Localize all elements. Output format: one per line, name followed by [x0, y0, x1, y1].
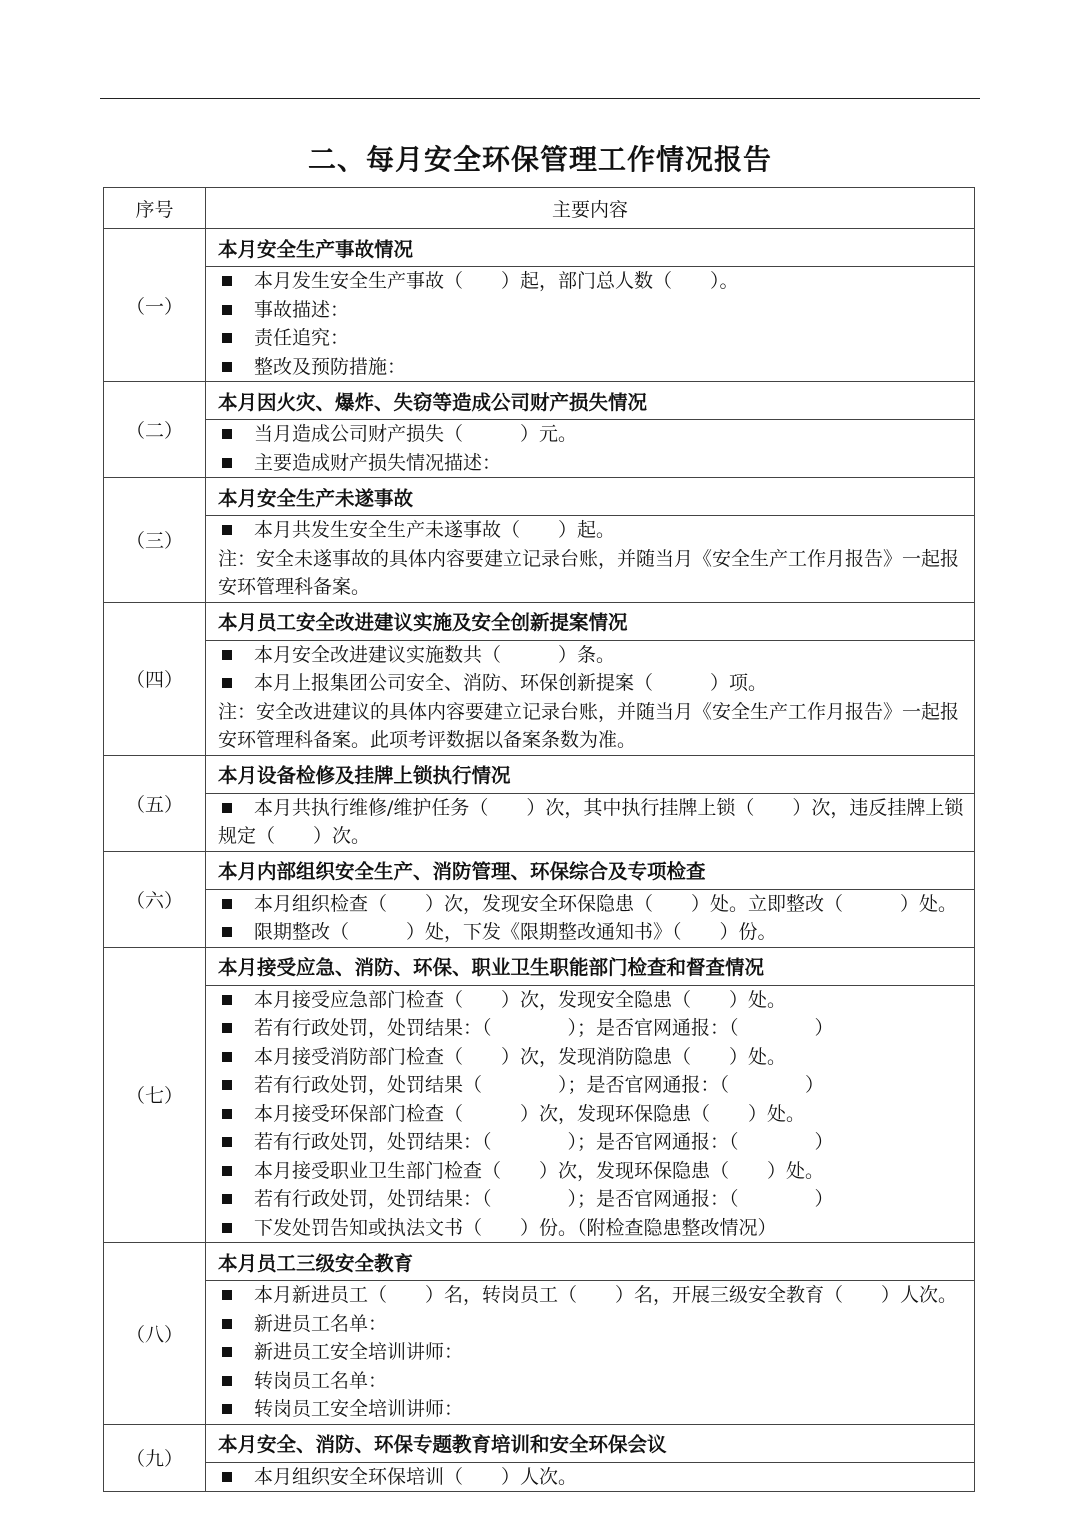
section-number: （七） [104, 947, 206, 1243]
bullet-item [218, 1185, 968, 1214]
section-heading: 本月接受应急、消防、环保、职业卫生职能部门检查和督查情况 [206, 947, 975, 985]
square-bullet-icon [222, 333, 232, 343]
section-body [206, 267, 975, 382]
square-bullet-icon [222, 1404, 232, 1414]
table-header-row [104, 188, 975, 229]
bullet-item-text: 本月安全改进建议实施数共（ ）条。 [254, 643, 616, 666]
header-rule [100, 98, 980, 99]
square-bullet-icon [222, 1194, 232, 1204]
report-body [104, 229, 975, 1492]
bullet-item-text: 转岗员工安全培训讲师： [254, 1398, 464, 1420]
bullet-item [218, 296, 968, 325]
bullet-item-text: 本月接受消防部门检查（ ）次，发现消防隐患（ ）处。 [254, 1045, 787, 1068]
section-heading: 本月设备检修及挂牌上锁执行情况 [206, 755, 975, 793]
bullet-item-text: 责任追究： [254, 327, 350, 349]
square-bullet-icon [222, 276, 232, 286]
bullet-item [218, 1157, 968, 1186]
section-body [206, 420, 975, 478]
bullet-item-text: 主要造成财产损失情况描述： [254, 451, 502, 474]
bullet-item-text: 若有行政处罚，处罚结果：（ ）；是否官网通报：（ ） [254, 1131, 834, 1153]
square-bullet-icon [222, 1319, 232, 1329]
section-body-row [104, 640, 975, 755]
section-heading: 本月因火灾、爆炸、失窃等造成公司财产损失情况 [206, 382, 975, 420]
bullet-item [218, 1043, 968, 1072]
bullet-item-text: 整改及预防措施： [254, 355, 407, 378]
section-number: （二） [104, 382, 206, 478]
bullet-item [218, 516, 968, 545]
section-heading-row [104, 947, 975, 985]
section-heading-row [104, 478, 975, 516]
bullet-item-text: 本月发生安全生产事故（ ）起，部门总人数（ ）。 [254, 270, 739, 292]
section-body-row [104, 516, 975, 603]
section-note: 注：安全未遂事故的具体内容要建立记录台账，并随当月《安全生产工作月报告》一起报安环管理科备案。 [218, 547, 960, 598]
document-title: 二、每月安全环保管理工作情况报告 [307, 143, 772, 176]
bullet-item [218, 1463, 968, 1492]
square-bullet-icon [222, 1052, 232, 1062]
bullet-item-text: 本月新进员工（ ）名，转岗员工（ ）名，开展三级安全教育（ ）人次。 [254, 1284, 958, 1306]
report-table [103, 187, 975, 1492]
square-bullet-icon [222, 1347, 232, 1357]
square-bullet-icon [222, 927, 232, 937]
square-bullet-icon [222, 1109, 232, 1119]
bullet-item [218, 1071, 968, 1100]
section-heading: 本月安全、消防、环保专题教育培训和安全环保会议 [206, 1424, 975, 1462]
square-bullet-icon [222, 1472, 232, 1482]
bullet-item [218, 1100, 968, 1129]
bullet-item-text: 新进员工安全培训讲师： [254, 1341, 464, 1363]
bullet-item-text: 当月造成公司财产损失（ ）元。 [254, 423, 578, 445]
bullet-item-text: 本月接受环保部门检查（ ）次，发现环保隐患（ ）处。 [254, 1102, 806, 1125]
bullet-item-text: 若有行政处罚，处罚结果：（ ）；是否官网通报：（ ） [254, 1188, 834, 1210]
section-body [206, 985, 975, 1243]
square-bullet-icon [222, 1137, 232, 1147]
section-body-row [104, 985, 975, 1243]
section-number: （五） [104, 755, 206, 851]
section-heading: 本月员工安全改进建议实施及安全创新提案情况 [206, 602, 975, 640]
square-bullet-icon [222, 1376, 232, 1386]
section-body-row [104, 1462, 975, 1492]
section-body [206, 640, 975, 755]
bullet-item-text: 事故描述： [254, 298, 350, 321]
square-bullet-icon [222, 899, 232, 909]
square-bullet-icon [222, 1223, 232, 1233]
section-heading-row [104, 1424, 975, 1462]
section-heading-row [104, 851, 975, 889]
section-number: （九） [104, 1424, 206, 1492]
section-body [206, 1281, 975, 1425]
section-heading: 本月内部组织安全生产、消防管理、环保综合及专项检查 [206, 851, 975, 889]
bullet-item-text: 本月组织安全环保培训（ ）人次。 [254, 1465, 578, 1488]
bullet-item-text: 转岗员工名单： [254, 1369, 388, 1392]
bullet-item-text: 新进员工名单： [254, 1312, 388, 1335]
section-note: 注：安全改进建议的具体内容要建立记录台账，并随当月《安全生产工作月报告》一起报安环管理科备案。此项考评数据以备案条数为准。 [218, 700, 960, 751]
bullet-item [218, 1281, 968, 1310]
bullet-item [218, 353, 968, 382]
bullet-item-text: 本月接受应急部门检查（ ）次，发现安全隐患（ ）处。 [254, 988, 787, 1011]
square-bullet-icon [222, 650, 232, 660]
section-body [206, 889, 975, 947]
square-bullet-icon [222, 1166, 232, 1176]
bullet-item-text: 本月共执行维修/维护任务（ ）次，其中执行挂牌上锁（ ）次，违反挂牌上锁规定（ ）次。 [218, 796, 964, 847]
bullet-item [218, 890, 968, 919]
section-heading-row [104, 755, 975, 793]
section-body-row [104, 793, 975, 851]
bullet-item [218, 1014, 968, 1043]
bullet-item [218, 449, 968, 478]
section-number: （六） [104, 851, 206, 947]
bullet-item [218, 669, 968, 698]
square-bullet-icon [222, 1080, 232, 1090]
bullet-item-text: 本月共发生安全生产未遂事故（ ）起。 [254, 519, 616, 541]
section-number: （四） [104, 602, 206, 755]
section-body [206, 516, 975, 603]
section-heading: 本月安全生产事故情况 [206, 229, 975, 267]
bullet-item [218, 267, 968, 296]
bullet-item-text: 本月上报集团公司安全、消防、环保创新提案（ ）项。 [254, 672, 768, 694]
section-body-row [104, 420, 975, 478]
square-bullet-icon [222, 362, 232, 372]
bullet-item [218, 1367, 968, 1396]
square-bullet-icon [222, 1023, 232, 1033]
bullet-item [218, 420, 968, 449]
square-bullet-icon [222, 525, 232, 535]
bullet-item-text: 下发处罚告知或执法文书（ ）份。（附检查隐患整改情况） [254, 1216, 777, 1239]
section-heading: 本月员工三级安全教育 [206, 1243, 975, 1281]
section-heading-row [104, 229, 975, 267]
bullet-item [218, 641, 968, 670]
section-body-row [104, 889, 975, 947]
section-body-row [104, 1281, 975, 1425]
bullet-item [218, 918, 968, 947]
section-body [206, 1462, 975, 1492]
square-bullet-icon [222, 678, 232, 688]
bullet-item-text: 本月接受职业卫生部门检查（ ）次，发现环保隐患（ ）处。 [254, 1159, 825, 1182]
section-number: （三） [104, 478, 206, 603]
square-bullet-icon [222, 429, 232, 439]
section-number: （一） [104, 229, 206, 382]
square-bullet-icon [222, 458, 232, 468]
column-header-no: 序号 [104, 188, 206, 229]
section-body [206, 793, 975, 851]
section-heading: 本月安全生产未遂事故 [206, 478, 975, 516]
bullet-item [218, 986, 968, 1015]
bullet-item [218, 324, 968, 353]
bullet-item [218, 794, 968, 851]
square-bullet-icon [222, 1290, 232, 1300]
section-heading-row [104, 602, 975, 640]
column-header-content: 主要内容 [206, 188, 975, 229]
section-number: （八） [104, 1243, 206, 1425]
bullet-item-text: 若有行政处罚，处罚结果（ ）；是否官网通报：（ ） [254, 1074, 825, 1096]
bullet-item-text: 本月组织检查（ ）次，发现安全环保隐患（ ）处。立即整改（ ）处。 [254, 892, 958, 915]
section-body-row [104, 267, 975, 382]
section-heading-row [104, 382, 975, 420]
square-bullet-icon [222, 305, 232, 315]
bullet-item [218, 1214, 968, 1243]
square-bullet-icon [222, 803, 232, 813]
bullet-item [218, 1128, 968, 1157]
bullet-item-text: 若有行政处罚，处罚结果：（ ）；是否官网通报：（ ） [254, 1017, 834, 1039]
bullet-item-text: 限期整改（ ）处，下发《限期整改通知书》（ ）份。 [254, 921, 777, 943]
square-bullet-icon [222, 995, 232, 1005]
bullet-item [218, 1395, 968, 1424]
bullet-item [218, 1338, 968, 1367]
bullet-item [218, 1310, 968, 1339]
section-heading-row [104, 1243, 975, 1281]
